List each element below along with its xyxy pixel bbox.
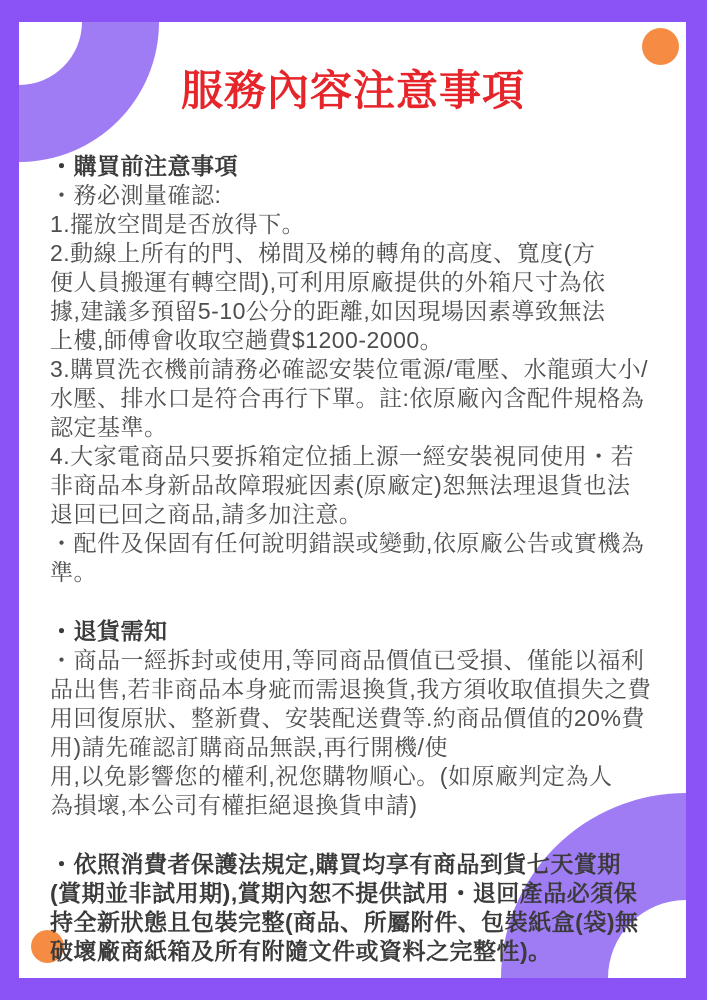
text-line: 據,建議多預留5-10公分的距離,如因現場因素導致無法: [50, 298, 606, 324]
text-line: 準。: [50, 559, 97, 585]
text-line: ・配件及保固有任何說明錯誤或變動,依原廠公告或實機為: [50, 530, 645, 556]
notice-content: [19, 64, 686, 966]
text-line: 破壞廠商紙箱及所有附隨文件或資料之完整性)。: [50, 938, 552, 964]
text-line: 用回復原狀、整新費、安裝配送費等.約商品價值的20%費: [50, 705, 645, 731]
text-line: 認定基準。: [50, 414, 168, 440]
text-line: 2.動線上所有的門、梯間及梯的轉角的高度、寬度(方: [50, 240, 596, 266]
text-line: ・依照消費者保護法規定,購買均享有商品到貨七天賞期: [50, 851, 621, 877]
text-line: 用,以免影響您的權利,祝您購物順心。(如原廠判定為人: [50, 763, 613, 789]
text-line: 退回已回之商品,請多加注意。: [50, 501, 363, 527]
page-title: 服務內容注意事項: [180, 67, 525, 114]
text-line: 上樓,師傅會收取空趟費$1200-2000。: [50, 327, 444, 353]
text-line: 1.擺放空間是否放得下。: [50, 211, 306, 237]
notice-card: [19, 22, 686, 978]
paragraph-gap: [50, 820, 666, 850]
text-line: 為損壞,本公司有權拒絕退換貨申請): [50, 792, 418, 818]
text-line: ・商品一經拆封或使用,等同商品價值已受損、僅能以福利: [50, 647, 645, 673]
text-line: 4.大家電商品只要拆箱定位插上源一經安裝視同使用・若: [50, 443, 635, 469]
text-line: ・務必測量確認:: [50, 182, 222, 208]
text-line: 品出售,若非商品本身疵而需退換貨,我方須收取值損失之費: [50, 676, 652, 702]
text-line: ・退貨需知: [50, 618, 168, 644]
text-line: ・購買前注意事項: [50, 153, 238, 179]
text-line: 持全新狀態且包裝完整(商品、所屬附件、包裝紙盒(袋)無: [50, 909, 639, 935]
text-line: 便人員搬運有轉空間),可利用原廠提供的外箱尺寸為依: [50, 269, 606, 295]
text-line: 水壓、排水口是符合再行下單。註:依原廠內含配件規格為: [50, 385, 645, 411]
text-line: 非商品本身新品故障瑕疵因素(原廠定)恕無法理退貨也法: [50, 472, 631, 498]
text-line: (賞期並非試用期),賞期內恕不提供試用・退回產品必須保: [50, 880, 638, 906]
text-line: 用)請先確認訂購商品無誤,再行開機/使: [50, 734, 448, 760]
paragraph-gap: [50, 587, 666, 617]
text-line: 3.購買洗衣機前請務必確認安裝位電源/電壓、水龍頭大小/: [50, 356, 648, 382]
notice-text: [50, 152, 666, 966]
orange-dot-top-right: [642, 28, 679, 65]
